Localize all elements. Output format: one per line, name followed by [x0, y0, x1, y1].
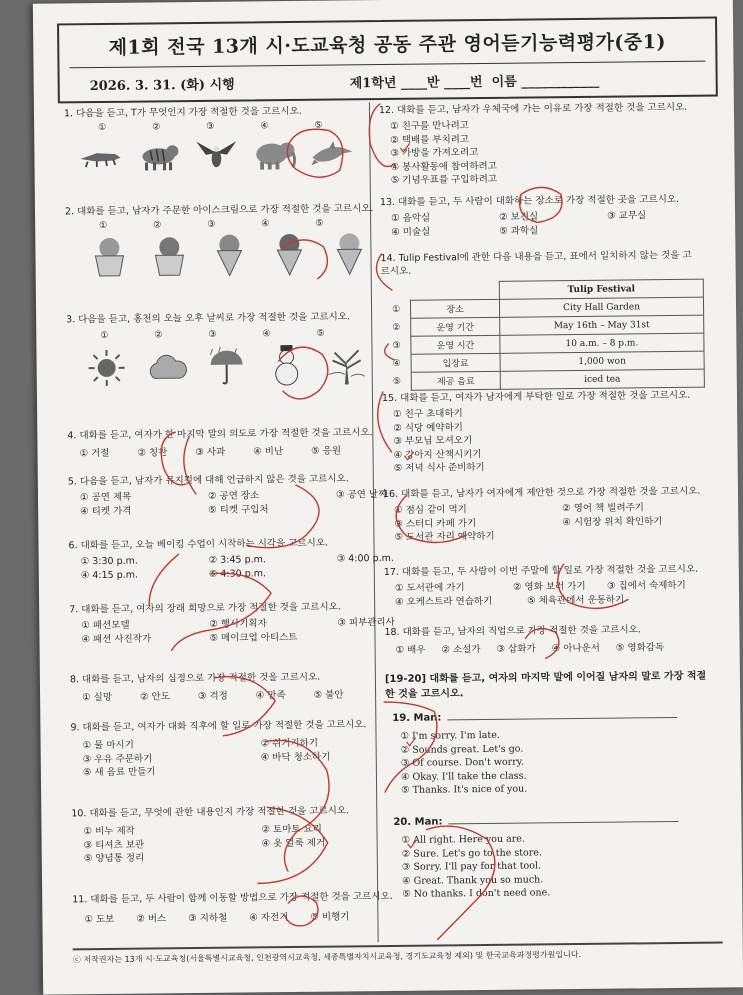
q11-option[interactable]: ③ 지하철: [188, 912, 228, 925]
q19-option[interactable]: ① I'm sorry. I'm late.: [400, 729, 500, 742]
q12-option[interactable]: ① 친구를 만나려고: [390, 120, 469, 132]
q12-option[interactable]: ③ 가방을 가져오려고: [390, 147, 479, 159]
q6-option[interactable]: ② 3:45 p.m.: [208, 554, 266, 566]
q16-option[interactable]: ③ 스터디 카페 가기: [394, 517, 477, 530]
q9-options: [83, 736, 359, 779]
q17-option[interactable]: ③ 집에서 숙제하기: [606, 579, 686, 592]
eagle-icon[interactable]: [194, 136, 238, 174]
question-18: 18. 대화를 듣고, 남자의 직업으로 가장 적절한 것을 고르시오.: [384, 624, 641, 639]
q16-option[interactable]: ④ 시험장 위치 확인하기: [562, 515, 663, 528]
q20-option[interactable]: ③ Sorry. I'll pay for that tool.: [401, 860, 542, 873]
answer-line: [447, 717, 677, 720]
q13-option[interactable]: ① 음악실: [391, 212, 431, 224]
cone-icecream-icon[interactable]: [327, 234, 371, 272]
q6-options: [81, 552, 422, 583]
q17-option[interactable]: ① 도서관에 가기: [394, 582, 465, 594]
q20-option[interactable]: ⑤ No thanks. I don't need one.: [402, 887, 551, 900]
q16-options: [394, 501, 691, 545]
q16-option[interactable]: ⑤ 도서관 자리 예약하기: [394, 530, 495, 543]
q20-option[interactable]: ④ Great. Thank you so much.: [401, 873, 544, 887]
q5-option[interactable]: ③ 공연 날짜: [335, 489, 388, 501]
question-2: 2. 대화를 듣고, 남자가 주문한 아이스크림으로 가장 적절한 것을 고르시오.: [64, 203, 374, 218]
q6-option[interactable]: ④ 4:15 p.m.: [80, 569, 139, 581]
dolphin-icon[interactable]: [310, 134, 354, 172]
q4-option[interactable]: ④ 비난: [253, 446, 284, 458]
question-3: 3. 다음을 듣고, 홍천의 오늘 오후 날씨로 가장 적절한 것을 고르시오.: [66, 311, 351, 326]
q11-option[interactable]: ⑤ 비행기: [310, 911, 350, 923]
table-title: Tulip Festival: [499, 279, 703, 299]
umbrella-rain-icon[interactable]: [204, 347, 248, 385]
table-row: ③ 운영 시간 10 a.m. – 8 p.m.: [388, 333, 704, 354]
question-13: 13. 대화를 듣고, 두 사람이 대화하는 장소로 가장 적절한 곳을 고르시오.: [379, 193, 680, 209]
q5-option[interactable]: ⑤ 티켓 구입처: [208, 503, 269, 516]
q10-options: [83, 822, 353, 865]
section-instructions: [19-20] 대화를 듣고, 여자의 마지막 말에 이어질 남자의 말로 가장 적절한 것을 고르시오.: [384, 670, 707, 701]
q12-option[interactable]: ④ 봉사활동에 참여하려고: [390, 160, 497, 173]
q10-option[interactable]: ⑤ 양념통 정리: [83, 852, 145, 865]
q19-option[interactable]: ⑤ Thanks. It's nice of you.: [401, 783, 528, 796]
table-row: ④ 입장료 1,000 won: [389, 351, 705, 372]
q3-numbers: ① ② ③ ④ ⑤: [100, 328, 325, 342]
exam-header: [57, 17, 718, 104]
table-row: ① 장소 City Hall Garden: [388, 297, 704, 318]
answer-line: [448, 821, 678, 824]
q16-option[interactable]: ② 영어 책 빌려주기: [562, 502, 645, 515]
q5-option[interactable]: ① 공연 제목: [79, 491, 132, 504]
q9-option[interactable]: ④ 바닥 청소하기: [260, 751, 331, 763]
q8-options: [82, 686, 372, 703]
question-1: 1. 다음을 듣고, T가 무엇인지 가장 적절한 것을 고르시오.: [63, 105, 302, 120]
question-5: 5. 다음을 듣고, 남자가 뮤지컬에 대해 언급하지 않은 것을 고르시오.: [67, 473, 349, 488]
question-8: 8. 대화를 듣고, 남자의 심정으로 가장 적절한 것을 고르시오.: [69, 671, 321, 686]
q18-option[interactable]: ⑤ 영화감독: [615, 642, 665, 654]
question-19: 19. Man:: [392, 709, 677, 725]
q4-option[interactable]: ② 칭찬: [137, 447, 168, 459]
q2-numbers: ① ② ③ ④ ⑤: [99, 218, 324, 232]
q17-option[interactable]: ⑤ 체육관에서 운동하기: [527, 594, 625, 607]
q17-options: [395, 579, 714, 609]
q18-options: [396, 639, 693, 656]
q15-option[interactable]: ⑤ 저녁 식사 준비하기: [393, 461, 485, 474]
q17-option[interactable]: ② 영화 보러 가기: [512, 580, 586, 593]
q11-option[interactable]: ② 버스: [136, 913, 167, 925]
q4-option[interactable]: ⑤ 응원: [311, 445, 342, 457]
q7-option[interactable]: ② 행사기획자: [209, 618, 267, 630]
q13-options: [391, 209, 674, 239]
question-16: 16. 대화를 듣고, 남자가 여자에게 제안한 것으로 가장 적절한 것을 고르시오.: [382, 485, 701, 501]
question-14: 14. Tulip Festival에 관한 다음 내용을 듣고, 표에서 일치하지 않는 것을 고르시오.: [380, 249, 692, 278]
q8-option[interactable]: ④ 만족: [255, 690, 286, 702]
question-6: 6. 대화를 듣고, 오늘 베이킹 수업이 시작하는 시각을 고르시오.: [68, 537, 329, 552]
q11-option[interactable]: ④ 자전거: [249, 912, 289, 924]
q4-option[interactable]: ③ 사과: [195, 446, 226, 459]
q20-options: [402, 832, 551, 901]
cone-icecream-icon[interactable]: [207, 235, 251, 273]
q9-option[interactable]: ② 쉬거지하기: [260, 737, 319, 750]
q10-option[interactable]: ① 비누 제작: [83, 825, 135, 838]
q13-option[interactable]: ② 보건실: [499, 211, 539, 223]
cupcake-icecream-icon[interactable]: [147, 236, 191, 274]
table-row: ⑤ 제공 음료 iced tea: [389, 369, 705, 390]
q7-option[interactable]: ⑤ 메이크업 아티스트: [209, 631, 298, 644]
exam-title: 제1회 전국 13개 시·도교육청 공동 주관 영어듣기능력평가(중1): [108, 31, 667, 59]
cupcake-icecream-icon[interactable]: [87, 237, 131, 275]
question-15: 15. 대화를 듣고, 여자가 남자에게 부탁한 일로 가장 적절한 것을 고르시오.: [381, 389, 691, 405]
sun-icon[interactable]: [84, 349, 128, 387]
q3-weather-pictures: [84, 346, 368, 387]
q10-option[interactable]: ② 토마토 요리: [261, 823, 323, 836]
question-10: 10. 대화를 듣고, 무엇에 관한 내용인지 가장 적절한 것을 고르시오.: [71, 805, 350, 820]
q11-options: [84, 908, 377, 925]
exam-sheet: [33, 0, 743, 995]
q6-option[interactable]: ⑤ 4:30 p.m.: [208, 567, 267, 580]
q9-option[interactable]: ③ 우유 주문하기: [82, 752, 153, 765]
question-12: 12. 대화를 듣고, 남자가 우체국에 가는 이유로 가장 적절한 것을 고르시오.: [378, 101, 688, 117]
q8-option[interactable]: ③ 걱정: [197, 690, 228, 703]
question-17: 17. 대화를 듣고, 두 사람이 이번 주말에 할 일로 가장 적절한 것을 고르시오.: [383, 563, 699, 579]
q18-option[interactable]: ① 배우: [395, 644, 426, 656]
table-row: ② 운영 기간 May 16th – May 31st: [388, 315, 704, 336]
tulip-festival-table: [388, 279, 705, 391]
q19-option[interactable]: ④ Okay. I'll take the class.: [400, 770, 527, 783]
question-4: 4. 대화를 듣고, 여자가 한 마지막 말의 의도로 가장 적절한 것을 고르시오.: [67, 427, 373, 442]
crocodile-icon[interactable]: [78, 137, 122, 175]
q9-option[interactable]: ① 물 마시기: [82, 739, 134, 752]
q8-option[interactable]: ② 안도: [139, 691, 170, 703]
q12-option[interactable]: ② 택배를 부치려고: [390, 133, 470, 146]
q6-option[interactable]: ① 3:30 p.m.: [80, 555, 138, 568]
exam-date: 2026. 3. 31. (화) 시행: [89, 77, 235, 95]
q7-option[interactable]: ① 패션모델: [81, 619, 130, 632]
q8-option[interactable]: ① 실망: [82, 691, 113, 704]
q10-option[interactable]: ④ 옷 얼룩 제거: [261, 837, 326, 849]
q19-option[interactable]: ② Sounds great. Let's go.: [400, 743, 524, 756]
question-9: 9. 대화를 듣고, 여자가 대화 직후에 할 일로 가장 적절한 것을 고르시오.: [70, 719, 367, 734]
q16-option[interactable]: ① 점심 같이 먹기: [394, 504, 467, 516]
student-info: 제1학년 ____반 ____번 이름 ____________: [349, 73, 600, 92]
question-7: 7. 대화를 듣고, 여자의 장래 희망으로 가장 적절한 것을 고르시오.: [69, 601, 341, 616]
header-divider: [69, 61, 705, 69]
q1-animal-pictures: [78, 134, 354, 175]
windy-tree-icon[interactable]: [324, 346, 368, 384]
q18-option[interactable]: ④ 아나운서: [551, 642, 600, 655]
q4-option[interactable]: ① 거절: [79, 447, 110, 460]
q20-option[interactable]: ① All right. Here you are.: [401, 833, 525, 846]
q8-option[interactable]: ⑤ 불안: [313, 689, 344, 701]
q18-option[interactable]: ③ 삽화가: [496, 643, 536, 655]
q19-options: [400, 729, 527, 798]
q10-option[interactable]: ③ 티셔츠 보관: [83, 839, 145, 851]
q15-option[interactable]: ② 식당 예약하기: [393, 421, 463, 434]
q2-icecream-pictures: [87, 234, 371, 275]
q15-option[interactable]: ③ 부모님 모셔오기: [393, 435, 473, 447]
q5-options: [80, 488, 416, 519]
q5-option[interactable]: ② 공연 장소: [207, 490, 260, 502]
q17-option[interactable]: ④ 오케스트라 연습하기: [395, 595, 493, 608]
snowman-icon[interactable]: [264, 347, 308, 385]
column-divider: [369, 102, 379, 942]
q4-options: [79, 442, 369, 459]
q13-option[interactable]: ⑤ 과학실: [499, 224, 539, 237]
cone-icecream-icon[interactable]: [267, 235, 311, 273]
q20-option[interactable]: ② Sure. Let's go to the store.: [401, 846, 542, 860]
q9-option[interactable]: ⑤ 새 음료 만들기: [82, 766, 156, 779]
elephant-icon[interactable]: [252, 135, 296, 173]
q11-option[interactable]: ① 도보: [84, 913, 115, 926]
cloud-icon[interactable]: [144, 348, 188, 386]
question-11: 11. 대화를 듣고, 두 사람이 함께 이동할 방법으로 가장 적절한 것을 고르시오.: [72, 890, 393, 906]
copyright-footer: ⓒ 저작권자는 13개 시·도교육청(서울특별시교육청, 인천광역시교육청, 세종특별자치시교육청, 경기도교육청 제외) 및 한국교육과정평가원입니다.: [73, 942, 723, 966]
q19-option[interactable]: ③ Of course. Don't worry.: [400, 756, 524, 769]
q15-option[interactable]: ① 친구 초대하기: [393, 408, 463, 420]
q13-option[interactable]: ④ 미술실: [391, 226, 431, 238]
q18-option[interactable]: ② 소설가: [441, 644, 481, 656]
tiger-icon[interactable]: [136, 136, 180, 174]
q12-options: [390, 119, 497, 188]
q15-option[interactable]: ④ 강아지 산책시키기: [393, 448, 482, 461]
q7-option[interactable]: ④ 패션 사진작가: [81, 632, 152, 645]
q6-option[interactable]: ③ 4:00 p.m.: [336, 552, 394, 565]
q15-options: [393, 407, 485, 475]
q12-option[interactable]: ⑤ 기념우표를 구입하려고: [390, 173, 498, 186]
q1-numbers: ① ② ③ ④ ⑤: [98, 120, 323, 134]
q7-options: [81, 616, 423, 647]
q7-option[interactable]: ③ 피부관리사: [337, 616, 395, 629]
q13-option[interactable]: ③ 교무실: [607, 210, 647, 222]
q5-option[interactable]: ④ 티켓 가격: [80, 505, 132, 517]
question-20: 20. Man:: [393, 813, 678, 829]
